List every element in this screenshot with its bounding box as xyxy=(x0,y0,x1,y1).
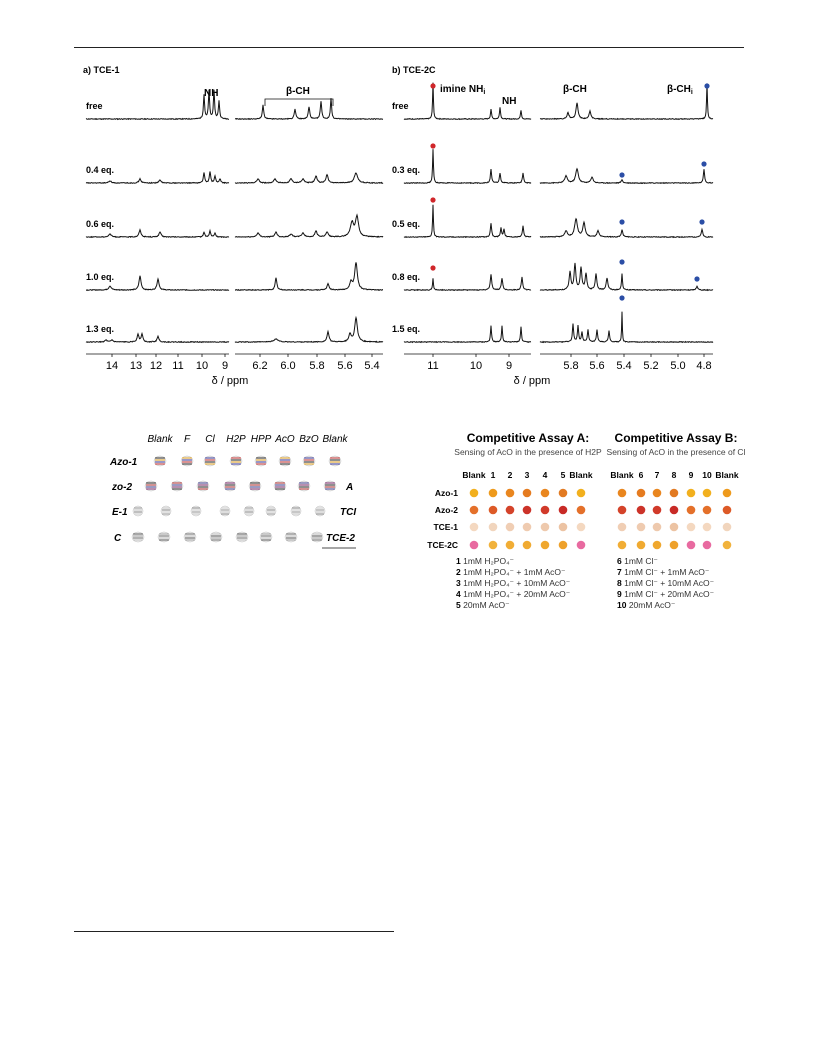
legend-text: 1mM H₂PO₄⁻ xyxy=(463,556,515,566)
assay-a-dot xyxy=(489,523,498,532)
assay-column-label: F xyxy=(183,434,191,445)
peak-label-beta-ch: β-CH xyxy=(286,86,310,97)
legend-number: 5 xyxy=(456,600,464,610)
legend-text: 20mM AcO⁻ xyxy=(628,600,676,610)
assay-b-dot xyxy=(618,541,627,550)
assay-a-dot xyxy=(523,523,532,532)
axis-tick-label: 5.2 xyxy=(643,360,659,372)
panel-a-row-label: free xyxy=(86,101,103,111)
axis-tick-label: 5.8 xyxy=(309,360,325,372)
assay-row-label: Azo-2 xyxy=(434,505,458,515)
assay-a-dot xyxy=(559,489,568,498)
assay-a-column-label: 2 xyxy=(507,470,513,480)
axis-tick-label: 10 xyxy=(469,360,483,372)
axis-tick-label: 5.4 xyxy=(364,360,380,372)
assay-a-dot xyxy=(577,489,586,498)
assay-b-dot xyxy=(723,506,732,515)
legend-text: 1mM Cl⁻ + 20mM AcO⁻ xyxy=(624,589,715,599)
peak-label-imine-nh: imine $NH_i$ xyxy=(440,84,486,96)
assay-a-dot xyxy=(506,523,515,532)
assay-b-column-label: 6 xyxy=(638,470,644,480)
assay-a-dot xyxy=(489,506,498,515)
legend-number: 6 xyxy=(617,556,625,566)
assay-row-label: TCE-2C xyxy=(427,540,458,550)
assay-a-dot xyxy=(523,541,532,550)
legend-number: 4 xyxy=(456,589,464,599)
assay-a-dot xyxy=(489,541,498,550)
assay-b-dot xyxy=(703,523,712,532)
assay-a-dot xyxy=(470,541,479,550)
assay-a-dot xyxy=(470,506,479,515)
peak-label-beta-ch-i: $\beta-CH_i$ xyxy=(667,84,693,96)
assay-b-dot xyxy=(687,541,696,550)
assay-a-dot xyxy=(559,541,568,550)
legend-text: 1mM Cl⁻ + 10mM AcO⁻ xyxy=(624,578,715,588)
assay-a-dot xyxy=(523,489,532,498)
assay-b-dot xyxy=(687,506,696,515)
assay-b-dot xyxy=(637,541,646,550)
panel-b-label: b) TCE-2C xyxy=(392,65,436,75)
assay-a-dot xyxy=(559,523,568,532)
panel-a-row-label: 0.6 eq. xyxy=(86,219,115,229)
axis-tick-label: 4.8 xyxy=(696,360,712,372)
assay-b-dot xyxy=(618,523,627,532)
panel-b-row-label: 1.5 eq. xyxy=(392,324,421,334)
assay-column-label: Blank xyxy=(147,434,173,445)
assay-a-dot xyxy=(506,489,515,498)
panel-b-row-label: 0.8 eq. xyxy=(392,272,421,282)
assay-a-title: Competitive Assay A: xyxy=(466,431,590,445)
legend-number: 8 xyxy=(617,578,625,588)
assay-row-right-label: TCE-2 xyxy=(326,533,355,544)
assay-row-label: E-1 xyxy=(112,507,128,518)
panel-a-row-label: 0.4 eq. xyxy=(86,165,115,175)
assay-b-dot xyxy=(637,506,646,515)
assay-b-dot xyxy=(723,523,732,532)
assay-b-dot xyxy=(670,541,679,550)
assay-b-column-label: Blank xyxy=(610,470,634,480)
assay-b-dot xyxy=(703,489,712,498)
assay-b-column-label: 10 xyxy=(702,470,712,480)
assay-b-dot xyxy=(653,523,662,532)
assay-a-subtitle: Sensing of AcO in the presence of H2P xyxy=(454,447,602,457)
assay-b-title: Competitive Assay B: xyxy=(614,431,738,445)
assay-row-right-label: TCI xyxy=(340,507,357,518)
panel-a-row-label: 1.3 eq. xyxy=(86,324,115,334)
peak-label-nh: NH xyxy=(204,88,219,99)
panel-a-label: a) TCE-1 xyxy=(83,65,120,75)
legend-number: 10 xyxy=(617,600,629,610)
legend-text: 1mM Cl⁻ + 1mM AcO⁻ xyxy=(624,567,710,577)
axis-tick-label: 5.8 xyxy=(563,360,579,372)
axis-tick-label: 14 xyxy=(105,360,119,372)
legend-text: 1mM Cl⁻ xyxy=(624,556,658,566)
assay-b-dot xyxy=(687,489,696,498)
legend-number: 1 xyxy=(456,556,464,566)
subscript-i: i xyxy=(690,89,693,96)
assay-b-dot xyxy=(653,541,662,550)
assay-a-dot xyxy=(541,523,550,532)
assay-a-dot xyxy=(577,506,586,515)
legend-number: 3 xyxy=(456,578,464,588)
assay-a-dot xyxy=(470,489,479,498)
legend-a-item xyxy=(456,600,510,610)
assay-b-column-label: Blank xyxy=(715,470,739,480)
assay-a-column-label: Blank xyxy=(462,470,486,480)
assay-a-dot xyxy=(506,541,515,550)
axis-tick-label: 5.6 xyxy=(589,360,605,372)
assay-a-column-label: Blank xyxy=(569,470,593,480)
axis-tick-label: 9 xyxy=(505,360,513,372)
assay-a-dot xyxy=(489,489,498,498)
legend-text: 1mM H₂PO₄⁻ + 20mM AcO⁻ xyxy=(463,589,571,599)
assay-b-dot xyxy=(723,489,732,498)
legend-number: 9 xyxy=(617,589,625,599)
axis-tick-label: 12 xyxy=(149,360,163,372)
axis-tick-label: 5.0 xyxy=(670,360,686,372)
legend-number: 7 xyxy=(617,567,625,577)
assay-column-label: H2P xyxy=(226,434,246,445)
legend-b-item xyxy=(617,556,658,566)
assay-column-label: Blank xyxy=(322,434,348,445)
assay-b-dot xyxy=(618,506,627,515)
panel-b-row-label: 0.5 eq. xyxy=(392,219,421,229)
axis-tick-label: 10 xyxy=(195,360,209,372)
assay-b-subtitle: Sensing of AcO in the presence of Cl xyxy=(606,447,746,457)
assay-b-dot xyxy=(670,506,679,515)
subscript-i: i xyxy=(483,89,486,96)
assay-a-column-label: 3 xyxy=(524,470,530,480)
panel-b-row-label: 0.3 eq. xyxy=(392,165,421,175)
assay-a-column-label: 5 xyxy=(560,470,566,480)
assay-row-label: TCE-1 xyxy=(433,522,458,532)
assay-a-dot xyxy=(577,541,586,550)
axis-tick-label: 6.0 xyxy=(280,360,296,372)
axis-tick-label: 5.4 xyxy=(616,360,632,372)
assay-row-label: Azo-1 xyxy=(110,457,138,468)
assay-a-dot xyxy=(523,506,532,515)
assay-a-dot xyxy=(559,506,568,515)
legend-text: 20mM AcO⁻ xyxy=(463,600,510,610)
legend-b-item xyxy=(617,600,676,610)
assay-row-label: C xyxy=(114,533,122,544)
axis-label-b: δ / ppm xyxy=(513,375,551,387)
assay-a-dot xyxy=(541,506,550,515)
assay-b-dot xyxy=(637,489,646,498)
assay-column-label: BzO xyxy=(299,434,319,445)
legend-text: 1mM H₂PO₄⁻ + 1mM AcO⁻ xyxy=(463,567,566,577)
assay-column-label: AcO xyxy=(275,434,295,445)
assay-a-column-label: 1 xyxy=(490,470,496,480)
assay-b-dot xyxy=(637,523,646,532)
assay-row-right-label: A xyxy=(346,482,354,493)
assay-b-dot xyxy=(653,506,662,515)
assay-b-column-label: 7 xyxy=(654,470,660,480)
peak-label-nh: NH xyxy=(502,96,517,107)
assay-b-dot xyxy=(703,506,712,515)
assay-column-label: HPP xyxy=(250,434,272,445)
axis-tick-label: 11 xyxy=(172,360,184,372)
assay-a-dot xyxy=(470,523,479,532)
assay-b-dot xyxy=(618,489,627,498)
legend-a-item xyxy=(456,556,515,566)
assay-a-dot xyxy=(577,523,586,532)
assay-a-column-label: 4 xyxy=(542,470,548,480)
assay-a-dot xyxy=(506,506,515,515)
assay-column-label: Cl xyxy=(205,434,215,445)
axis-tick-label: 9 xyxy=(221,360,229,372)
assay-b-column-label: 9 xyxy=(688,470,694,480)
assay-a-dot xyxy=(541,541,550,550)
assay-b-dot xyxy=(723,541,732,550)
legend-b-item xyxy=(617,589,715,599)
legend-number: 2 xyxy=(456,567,464,577)
legend-text: 1mM H₂PO₄⁻ + 10mM AcO⁻ xyxy=(463,578,571,588)
axis-tick-label: 6.2 xyxy=(252,360,268,372)
legend-b-item xyxy=(617,567,710,577)
axis-tick-label: 11 xyxy=(427,360,439,372)
assay-row-label: Azo-1 xyxy=(434,488,458,498)
assay-row-label: zo-2 xyxy=(112,482,132,493)
legend-a-item xyxy=(456,567,566,577)
assay-b-column-label: 8 xyxy=(671,470,677,480)
assay-b-dot xyxy=(653,489,662,498)
panel-b-row-label: free xyxy=(392,101,409,111)
panel-a-row-label: 1.0 eq. xyxy=(86,272,115,282)
axis-tick-label: 5.6 xyxy=(337,360,353,372)
legend-b-item xyxy=(617,578,715,588)
axis-tick-label: 13 xyxy=(129,360,143,372)
legend-a-item xyxy=(456,578,571,588)
assay-b-dot xyxy=(687,523,696,532)
assay-b-dot xyxy=(670,523,679,532)
assay-b-dot xyxy=(703,541,712,550)
peak-label-beta-ch: β-CH xyxy=(563,84,587,95)
assay-b-dot xyxy=(670,489,679,498)
axis-label-a: δ / ppm xyxy=(211,375,249,387)
footnote-rule xyxy=(74,931,394,932)
legend-a-item xyxy=(456,589,571,599)
assay-a-dot xyxy=(541,489,550,498)
